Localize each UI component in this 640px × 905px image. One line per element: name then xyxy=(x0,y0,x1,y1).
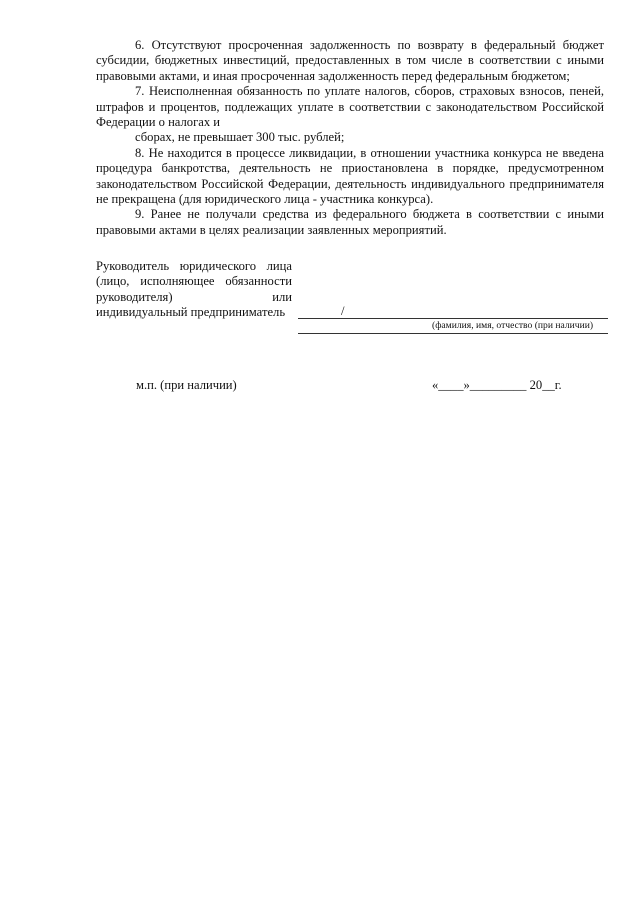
signatory-block xyxy=(96,259,292,321)
signature-slash: / xyxy=(341,304,345,318)
signatory-line-3: руководителя) или xyxy=(96,289,292,304)
paragraph-9: 9. Ранее не получали средства из федерального бюджета в соответствии с иными правовыми актами в целях реализации заявленных мероприятий. xyxy=(96,207,604,237)
signature-line xyxy=(298,318,608,319)
signature-caption: (фамилия, имя, отчество (при наличии) xyxy=(432,320,594,331)
paragraph-6: 6. Отсутствуют просроченная задолженность по возврату в федеральный бюджет субсидии, бюджетных инвестиций, предоставленных в том числе в соответствии с иными правовыми актами, и иная просроченная задолженность перед федеральным бюджетом; xyxy=(96,38,604,83)
paragraph-7: 7. Неисполненная обязанность по уплате налогов, сборов, страховых взносов, пеней, штрафов и процентов, подлежащих уплате в соответствии с законодательством Российской Федерации о налогах и xyxy=(96,84,604,130)
date-field: «____»_________ 20__г. xyxy=(432,378,562,392)
stamp-label: м.п. (при наличии) xyxy=(136,378,237,392)
signatory-line-4: индивидуальный предприниматель xyxy=(96,305,286,320)
document-body xyxy=(96,38,604,238)
signature-underline xyxy=(298,333,608,334)
signatory-line-2: (лицо, исполняющее обязанности xyxy=(96,274,292,289)
paragraph-7-continuation: сборах, не превышает 300 тыс. рублей; xyxy=(135,130,345,145)
signatory-line-1: Руководитель юридического лица xyxy=(96,259,292,273)
paragraph-8: 8. Не находится в процессе ликвидации, в отношении участника конкурса не введена процедура банкротства, деятельность не приостановлена в порядке, предусмотренном законодательством Российской Федерации, деятельность индивидуального предпринимателя не прекращена (для юридического лица - участника конкурса). xyxy=(96,145,604,207)
